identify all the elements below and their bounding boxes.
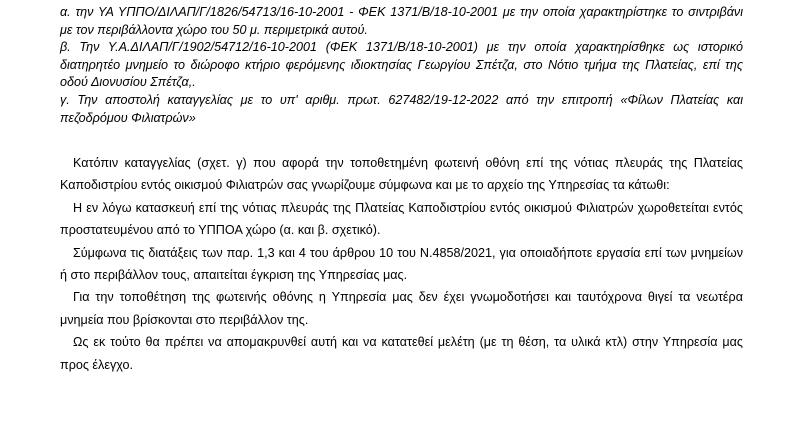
body-paragraph: Η εν λόγω κατασκευή επί της νότιας πλευράς της Πλατείας Καποδιστρίου εντός οικισμού Φιλιατρών χωροθετείται εντός προστατευμένου από το ΥΠΠΟΑ χώρο (α. και β. σχετικό). [60,200,743,238]
references-list [60,4,743,127]
body-paragraph: Για την τοποθέτηση της φωτεινής οθόνης η Υπηρεσία μας δεν έχει γνωμοδοτήσει και ταυτόχρονα θιγεί τα νεωτέρα μνημεία που βρίσκονται στο περιβάλλον της. [60,290,743,327]
body-paragraph: Κατόπιν καταγγελίας (σχετ. γ) που αφορά την τοποθετημένη φωτεινή οθόνη επί της νότιας πλευράς της Πλατείας Καποδιστρίου εντός οικισμού Φιλιατρών σας γνωρίζουμε σύμφωνα και με το αρχείο της Υπηρεσίας τα κάτωθι: [60,156,743,193]
reference-b: β. Την Υ.Α.ΔΙΛΑΠ/Γ/1902/54712/16-10-2001 (ΦΕΚ 1371/Β/18-10-2001) με την οποία χαρακτηρίσθηκε ως ιστορικό διατηρητέο μνημείο το διώροφο κτήριο φερόμενης ιδιοκτησίας Γεωργίου Σπέτζα, στο Νότιο τμήμα της Πλατείας, επί της οδού Διονυσίου Σπέτζα,. [60,40,743,90]
reference-a: α. την ΥΑ ΥΠΠΟ/ΔΙΛΑΠ/Γ/1826/54713/16-10-2001 - ΦΕΚ 1371/Β/18-10-2001 με την οποία χαρακτηρίστηκε το σιντριβάνι με τον περιβάλλοντα χώρο του 50 μ. περιμετρικά αυτού. [60,5,743,37]
document-body [60,152,743,376]
body-paragraph: Σύμφωνα τις διατάξεις των παρ. 1,3 και 4 του άρθρου 10 του Ν.4858/2021, για οποιαδήποτε εργασία επί των μνημείων ή στο περιβάλλον τους, απαιτείται έγκριση της Υπηρεσίας μας. [60,245,743,283]
body-paragraph: Ως εκ τούτο θα πρέπει να απομακρυνθεί αυτή και να κατατεθεί μελέτη (με τη θέση, τα υλικά κτλ) στην Υπηρεσία μας προς έλεγχο. [60,335,743,372]
reference-c: γ. Την αποστολή καταγγελίας με το υπ' αριθμ. πρωτ. 627482/19-12-2022 από την επιτροπή «Φίλων Πλατείας και πεζοδρόμου Φιλιατρών» [60,92,743,125]
